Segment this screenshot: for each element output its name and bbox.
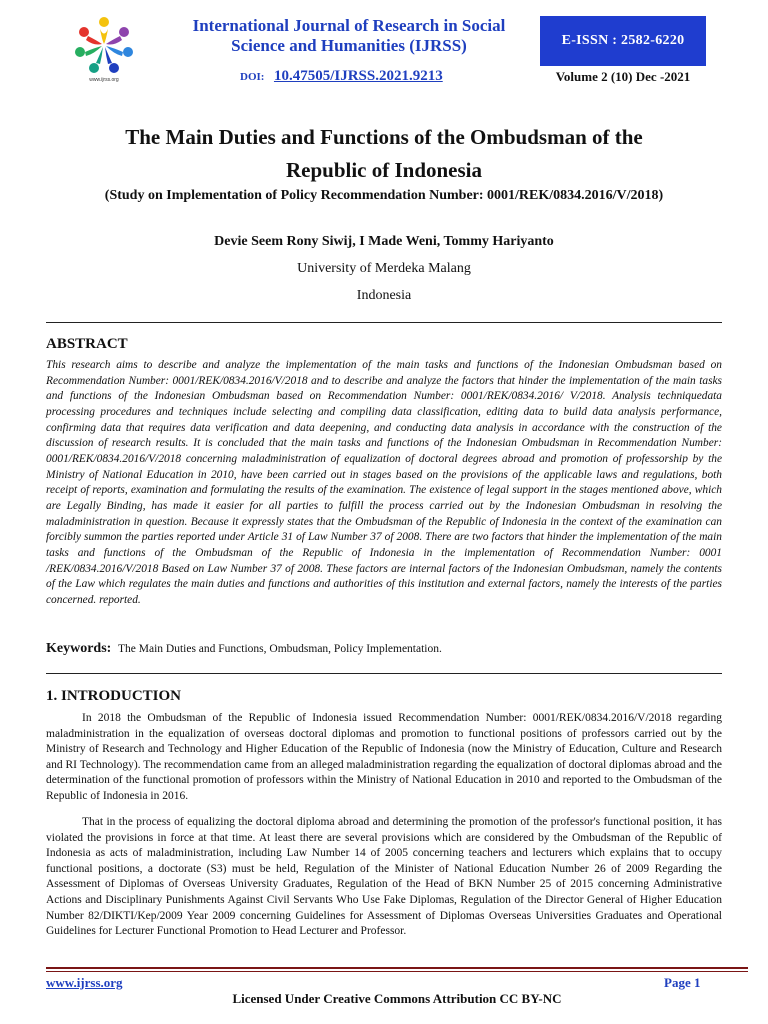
footer-rule-thin [46,971,748,972]
journal-title-line1: International Journal of Research in Social [192,16,506,35]
divider-middle [46,673,722,674]
keywords [46,641,722,657]
divider-top [46,322,722,323]
affiliation: University of Merdeka Malang [297,261,471,276]
doi-link[interactable]: 10.47505/IJRSS.2021.9213 [273,68,443,84]
page-number: Page 1 [664,975,701,990]
paper-subtitle: (Study on Implementation of Policy Recommendation Number: 0001/REK/0834.2016/V/2018) [104,188,664,203]
introduction-heading: 1. INTRODUCTION [46,688,182,704]
abstract-heading: ABSTRACT [46,336,128,352]
country: Indonesia [356,288,412,303]
keywords-label: Keywords: [46,641,112,656]
license-text: Licensed Under Creative Commons Attribution CC BY-NC [232,991,562,1006]
volume-info: Volume 2 (10) Dec -2021 [555,69,691,84]
paper-title-line2: Republic of Indonesia [285,158,483,182]
journal-title [166,16,532,56]
introduction-paragraph-1: In 2018 the Ombudsman of the Republic of Indonesia issued Recommendation Number: 0001/REK/0834.2016/V/2018 regarding maladministration in the equalization of overseas doctoral diplomas and promotion to functional positions of professors carried out by the Ministry of Research and Technology and Higher Education of the Republic of Indonesia (now the Ministry of Education, Culture and Research and RI Technology). The recommendation came from an alleged maladministration regarding the equalization of doctoral diplomas abroad and the determination of the functional promotion of professors within the Ministry of National Education in 2010 and reported to the Ombudsman of the Republic of Indonesia in 2016. [46,712,722,802]
issn-badge: E-ISSN : 2582-6220 [540,16,706,66]
journal-logo [66,14,142,86]
logo-url-text: www.ijrss.org [89,77,119,83]
paper-title [46,121,722,187]
authors: Devie Seem Rony Siwij, I Made Weni, Tommy Hariyanto [214,234,554,249]
keywords-text: The Main Duties and Functions, Ombudsman, Policy Implementation. [118,643,442,655]
footer-website-link[interactable]: www.ijrss.org [46,975,123,990]
doi-line [240,68,443,85]
introduction-paragraph-2: That in the process of equalizing the doctoral diploma abroad and determining the promotion of the professor's functional position, it has violated the provisions in force at that time. At least there are several provisions which are considered by the Ombudsman of the Republic of Indonesia as acts of maladministration, including Law Number 14 of 2005 concerning teachers and lecturers which explains that to occupy functional positions, a doctorate (S3) must be held, Regulation of the Minister of National Education Number 26 of 2009 Regarding the Assessment of Diplomas of Overseas University Graduates, Regulation of the Head of BKN Number 25 of 2015 concerning Administrative Actions and Disciplinary Punishments Against Civil Servants Who Use Fake Diplomas, Regulation of the Director General of Higher Education Number 82/DIKTI/Kep/2009 Year 2009 concerning Guidelines for Assessment of Diplomas Overseas Universities Graduates and Operational Guidelines for Lecturer Functional Promotion to Head Lecturer and Professor. [46,816,722,938]
abstract-body: This research aims to describe and analyze the implementation of the main tasks and functions of the Indonesian Ombudsman based on Recommendation Number: 0001/REK/0834.2016/V/2018 and to describe and analyze the factors that hinder the implementation of the main tasks and functions of the Indonesian Ombudsman based on Recommendation Number: 0001/REK/0834.2016/ V/2018. Analysis techniquedata processing procedures and techniques include selecting and compiling data classification, editing data to build data analysis performance, confirming data that requires data verification and data deepening, and conducting data analysis in accordance with the construction of the discussion of research results. It is concluded that the main tasks and functions of the Indonesian Ombudsman in Recommendation Number: 0001/REK/0834.2016/V/2018 concerning maladministration of equalization of doctoral degrees abroad and promotion of professorship by the Ministry of National Education in 2010, have been carried out in stages based on the provisions of the applicable laws and regulations, both receipt of reports, examination and formulating the results of the examination. The existence of legal support in the stages mentioned above, which are Legally Binding, has made it easier for all parties to fulfill the process carried out by the Indonesian Ombudsman in resolving the maladministration in question. Because it expressly states that the Ombudsman of the Republic of Indonesia in the context of the examination can forcibly summon the parties reported under Article 31 of Law Number 37 of 2008. There are two factors that hinder the implementation of the main tasks and functions of the Ombudsman of the Republic of Indonesia in the implementation of Recommendation Number: 0001 /REK/0834.2016/V/2018 Based on Law Number 37 of 2008. These factors are internal factors of the Indonesian Ombudsman, namely the contents of the Law which regulates the main duties and functions and authorities of this institution and external factors, namely the interests of the parties concerned. reported. [46,359,722,606]
journal-title-line2: Science and Humanities (IJRSS) [231,36,467,55]
doi-label: DOI: [240,71,265,83]
footer-rule [46,967,748,969]
ijrss-logo-icon [66,14,142,76]
paper-title-line1: The Main Duties and Functions of the Ombudsman of the [125,125,643,149]
